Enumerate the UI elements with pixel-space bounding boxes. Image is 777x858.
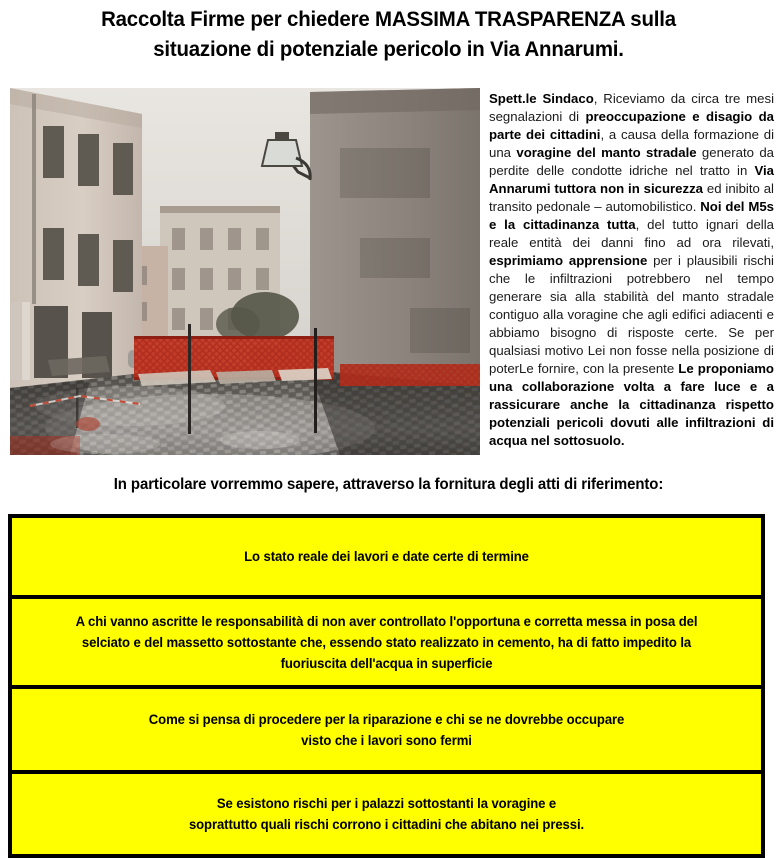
question-3-line-1: Come si pensa di procedere per la riparazione e chi se ne dovrebbe occupare: [148, 711, 625, 727]
page-title-line-1: Raccolta Firme per chiedere MASSIMA TRASPARENZA sulla: [101, 7, 676, 31]
page-title: [19, 4, 757, 64]
letter-seg-9: Noi del M5s e la cittadinanza tutta: [489, 199, 774, 232]
question-4-line-1: Se esistono rischi per i palazzi sottostanti la voragine e: [216, 796, 557, 811]
letter-seg-1: Spett.le Sindaco: [489, 91, 594, 106]
letter-seg-13: Le proponiamo una collaborazione volta a fare luce e a rassicurare anche la cittadinanza rispetto potenziali pericoli dovuti alle infiltrazioni di acqua nel sottosuolo.: [489, 361, 774, 448]
questions-intro: In particolare vorremmo sapere, attraverso la fornitura degli atti di riferimento:: [113, 476, 664, 493]
question-3-line-2: visto che i lavori sono fermi: [301, 732, 472, 748]
letter-seg-6: generato da perdite delle condotte idriche nel tratto in: [489, 145, 775, 178]
street-photo-illustration: [10, 88, 480, 455]
letter-seg-11: esprimiamo apprensione: [489, 253, 648, 268]
letter-seg-10: , del tutto ignari della reale entità dei danni fino ad ora rilevati,: [489, 217, 774, 250]
question-4-line-2: soprattutto quali rischi corrono i cittadini che abitano nei pressi.: [188, 817, 585, 832]
letter-body: [489, 90, 774, 450]
letter-seg-3: preoccupazione e disagio da parte dei cittadini: [489, 109, 774, 142]
question-2-line-1: A chi vanno ascritte le responsabilità di non aver controllato l'opportuna e corretta messa in posa del: [75, 613, 698, 629]
letter-seg-2: , Riceviamo da circa tre mesi segnalazioni di: [489, 91, 774, 124]
question-box-1: [12, 518, 761, 599]
question-2-line-3: fuoriuscita dell'acqua in superficie: [280, 655, 493, 671]
question-1-line-1: Lo stato reale dei lavori e date certe di termine: [244, 549, 529, 564]
letter-seg-12: per i plausibili rischi che le infiltrazioni potrebbero nel tempo generare sia alla stabilità del manto stradale contiguo alla voragine che agli edifici adiacenti e abbiamo bisogno di risposte certe. Se per qualsiasi motivo Lei non fosse nella posizione di poterLe fornire, con la presente: [489, 253, 774, 376]
street-photo: [10, 88, 480, 455]
questions-list: [8, 514, 765, 858]
page-title-line-2: situazione di potenziale pericolo in Via Annarumi.: [153, 37, 624, 61]
letter-seg-5: voragine del manto stradale: [516, 145, 697, 160]
question-2-line-2: selciato e del massetto sottostante che, essendo stato realizzato in cemento, ha di fatto impedito la: [81, 634, 692, 650]
question-box-3: [12, 689, 761, 774]
question-box-2: [12, 599, 761, 689]
letter-seg-8: ed inibito al transito pedonale – automobilistico.: [489, 181, 774, 214]
letter-seg-4: , a causa della formazione di una: [489, 127, 774, 160]
question-box-4: [12, 774, 761, 858]
letter-seg-7: Via Annarumi tuttora non in sicurezza: [489, 163, 774, 196]
